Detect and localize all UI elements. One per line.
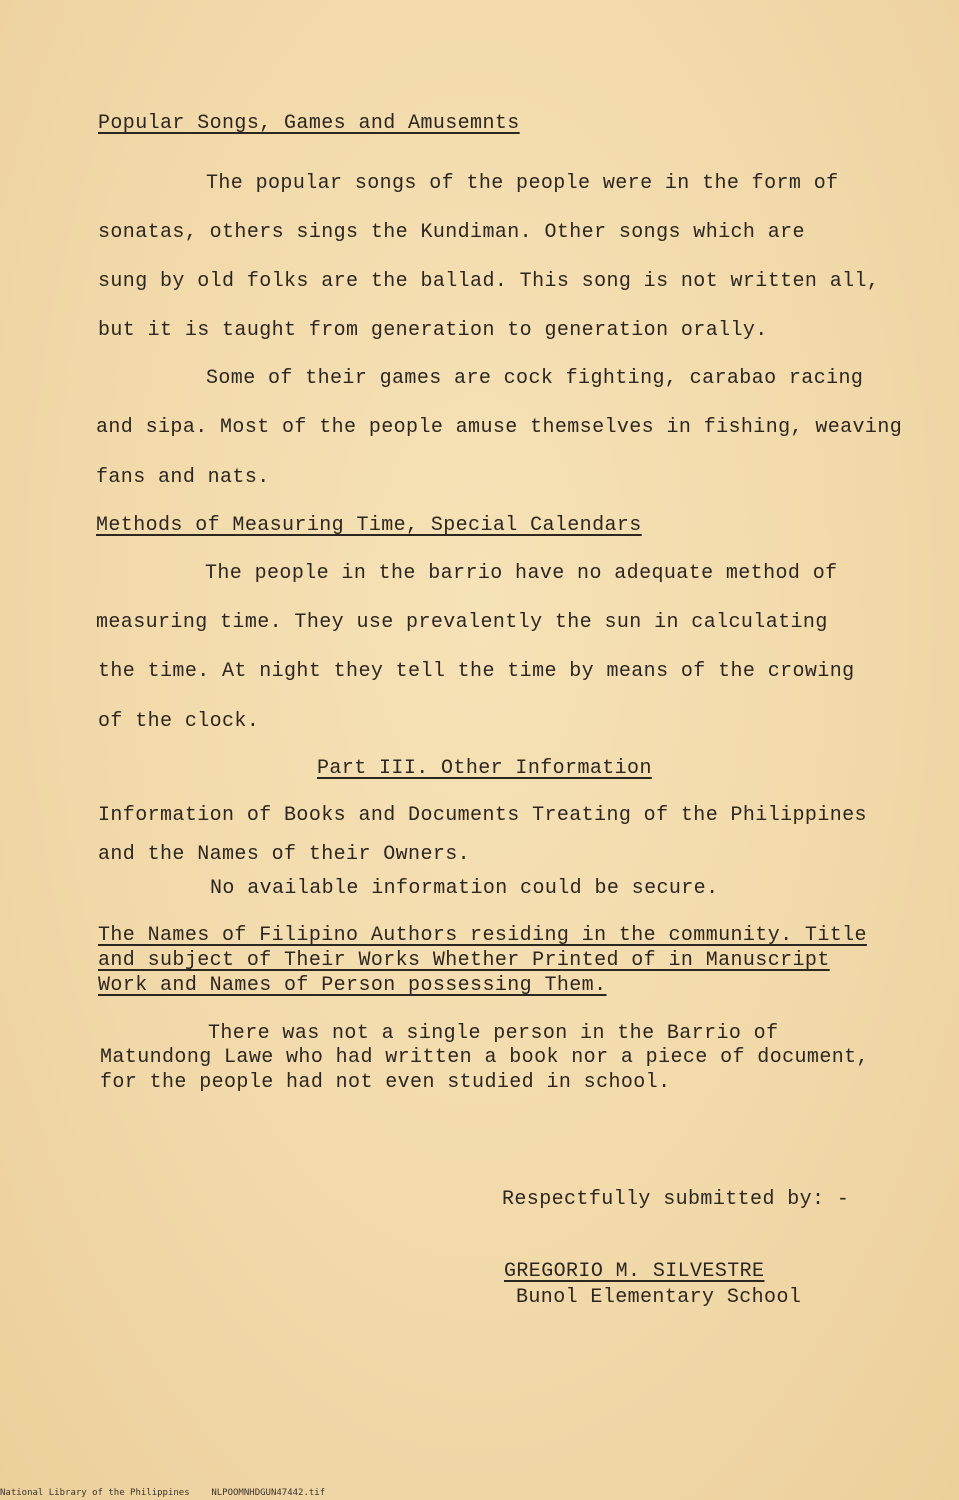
section-heading-songs: Popular Songs, Games and Amusemnts [98, 112, 520, 135]
info-heading-line: and the Names of their Owners. [98, 843, 471, 866]
paragraph-line: sung by old folks are the ballad. This song is not written all, [98, 270, 880, 293]
authors-heading-line: Work and Names of Person possessing Them. [98, 974, 607, 997]
section-heading-time: Methods of Measuring Time, Special Calendars [96, 514, 642, 537]
part-three-heading: Part III. Other Information [317, 757, 652, 780]
paragraph-line: Some of their games are cock fighting, carabao racing [206, 367, 864, 390]
paragraph-line: and sipa. Most of the people amuse themselves in fishing, weaving [96, 416, 903, 439]
authors-heading-line: The Names of Filipino Authors residing in the community. Title [98, 924, 867, 947]
archive-footer [0, 1488, 325, 1498]
paragraph-line: sonatas, others sings the Kundiman. Other songs which are [98, 221, 805, 244]
school-name: Bunol Elementary School [516, 1286, 802, 1309]
authors-text-line: There was not a single person in the Barrio of [208, 1022, 779, 1045]
authors-text-line: Matundong Lawe who had written a book nor a piece of document, [100, 1046, 869, 1069]
authors-heading-line: and subject of Their Works Whether Printed of in Manuscript [98, 949, 830, 972]
authors-text-line: for the people had not even studied in school. [100, 1071, 671, 1094]
info-text: No available information could be secure. [210, 877, 719, 900]
paragraph-line: of the clock. [98, 710, 260, 733]
paragraph-line: The people in the barrio have no adequate method of [205, 562, 838, 585]
paragraph-line: measuring time. They use prevalently the sun in calculating [96, 611, 828, 634]
signatory-name: GREGORIO M. SILVESTRE [504, 1260, 765, 1283]
footer-file: NLPOOMNHDGUN47442.tif [211, 1488, 326, 1498]
paragraph-line: fans and nats. [96, 466, 270, 489]
paragraph-line: The popular songs of the people were in the form of [206, 172, 839, 195]
info-heading-line: Information of Books and Documents Treating of the Philippines [98, 804, 867, 827]
paragraph-line: the time. At night they tell the time by means of the crowing [98, 660, 855, 683]
footer-library: National Library of the Philippines [0, 1488, 190, 1498]
paragraph-line: but it is taught from generation to generation orally. [98, 319, 768, 342]
closing-text: Respectfully submitted by: - [502, 1188, 850, 1211]
